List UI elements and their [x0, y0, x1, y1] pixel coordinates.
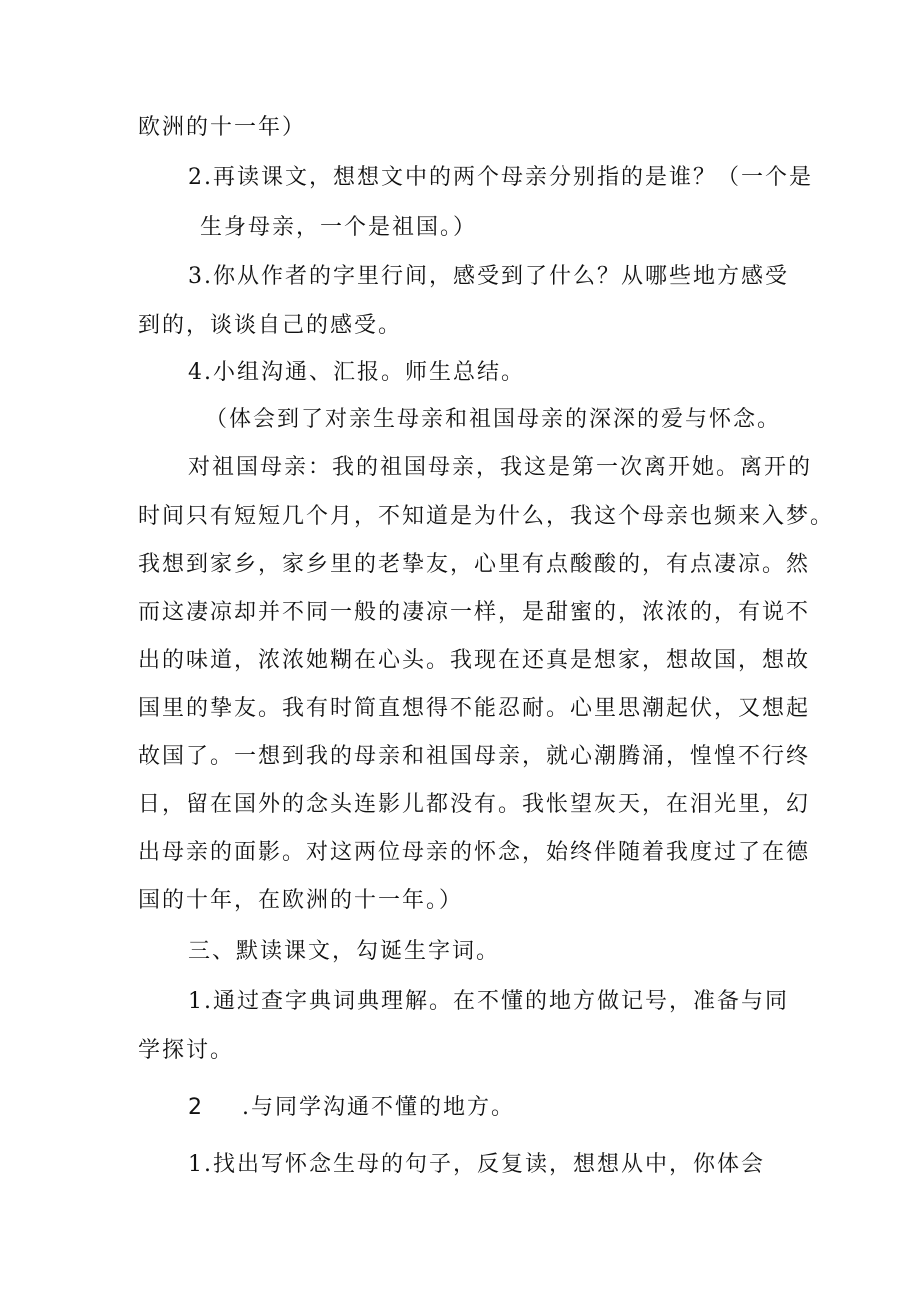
paragraph-line: 国里的挚友。我有时简直想得不能忍耐。心里思潮起伏，又想起 [138, 696, 811, 721]
question-2-line: 2.再读课文，想想文中的两个母亲分别指的是谁？（一个是 [188, 165, 813, 190]
text-line: 到的，谈谈自己的感受。 [138, 313, 403, 338]
question-4-line: 4.小组沟通、汇报。师生总结。 [188, 360, 525, 385]
paragraph-line: 出的味道，浓浓她糊在心头。我现在还真是想家，想故国，想故 [138, 648, 811, 673]
paragraph-line: 对祖国母亲：我的祖国母亲，我这是第一次离开她。离开的 [188, 455, 813, 480]
text-line: （体会到了对亲生母亲和祖国母亲的深深的爱与怀念。 [205, 407, 782, 432]
step-1-line: 1.找出写怀念生母的句子，反复读，想想从中，你体会 [188, 1152, 765, 1177]
paragraph-line: 而这凄凉却并不同一般的凄凉一样，是甜蜜的，浓浓的，有说不 [138, 600, 811, 625]
section-heading: 三、默读课文，勾诞生字词。 [188, 939, 501, 964]
paragraph-line: 出母亲的面影。对这两位母亲的怀念，始终伴随着我度过了在德 [138, 840, 811, 865]
text-line: 学探讨。 [138, 1038, 235, 1063]
text-line: 生身母亲，一个是祖国。） [200, 215, 478, 240]
step-1-line: 1.通过查字典词典理解。在不懂的地方做记号，准备与同 [188, 989, 789, 1014]
step-text: . [242, 1095, 251, 1120]
step-number: 2 [188, 1095, 202, 1120]
text-line: 欧洲的十一年） [138, 115, 307, 140]
paragraph-line: 我想到家乡，家乡里的老挚友，心里有点酸酸的，有点凄凉。然 [138, 552, 811, 577]
question-3-line: 3.你从作者的字里行间，感受到了什么？从哪些地方感受 [188, 264, 789, 289]
paragraph-line: 故国了。一想到我的母亲和祖国母亲，就心潮腾涌，惶惶不行终 [138, 744, 811, 769]
paragraph-line: 国的十年，在欧洲的十一年。） [138, 888, 464, 913]
step-2-line [188, 1093, 515, 1123]
paragraph-line: 日，留在国外的念头连影儿都没有。我怅望灰天，在泪光里，幻 [138, 792, 811, 817]
paragraph-line: 时间只有短短几个月，不知道是为什么，我这个母亲也频来入梦。 [138, 504, 835, 529]
step-text: 与同学沟通不懂的地方。 [251, 1095, 516, 1120]
